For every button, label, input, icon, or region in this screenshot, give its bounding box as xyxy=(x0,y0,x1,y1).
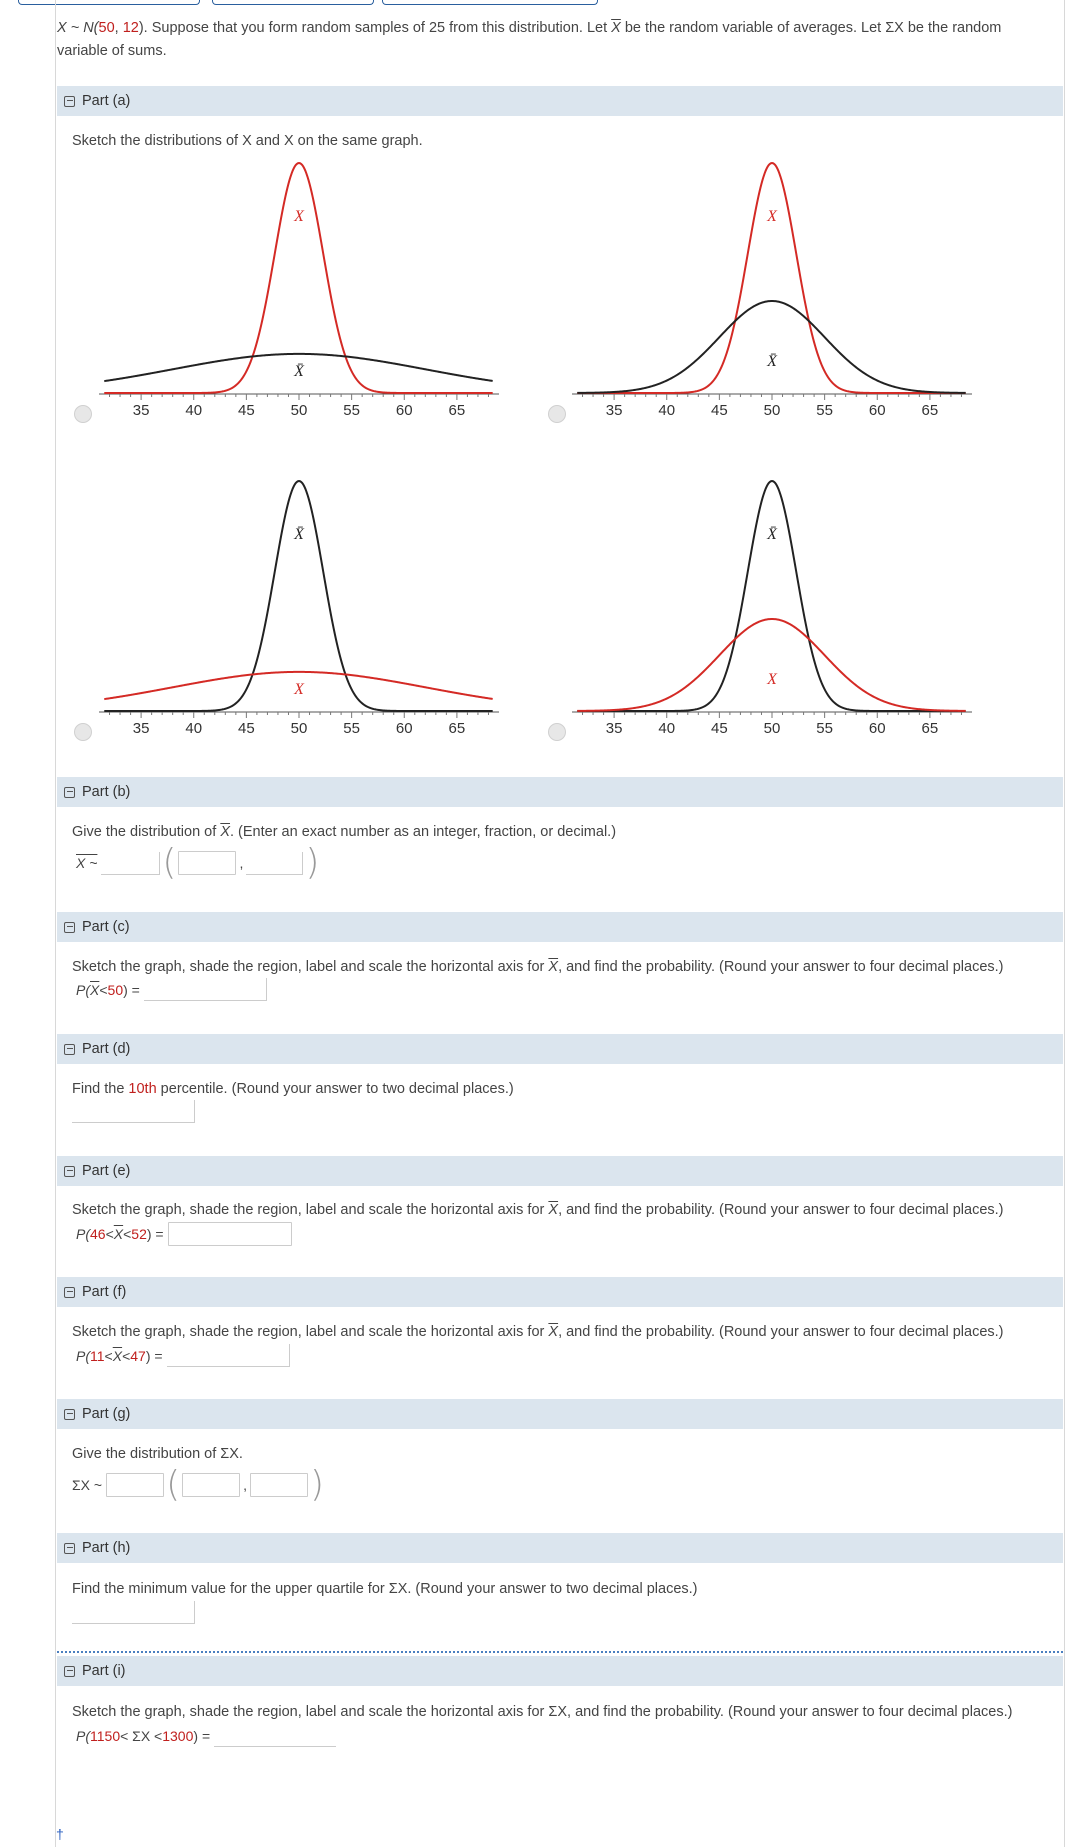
tick-label: 55 xyxy=(343,402,360,419)
tick-label: 60 xyxy=(395,720,413,737)
collapse-icon[interactable] xyxy=(64,922,75,933)
part-g-answer: ΣX ~ ( , ) xyxy=(72,1464,325,1505)
series-label: X̄ xyxy=(767,353,777,370)
part-c-label: Part (c) xyxy=(82,919,130,935)
part-h-header[interactable] xyxy=(57,1533,1063,1563)
choice-graph-2[interactable] xyxy=(568,160,978,430)
part-i-question: Sketch the graph, shade the region, label and scale the horizontal axis for ΣX, and find the probability. (Round your answer to four decimal places.) xyxy=(72,1704,1013,1720)
part-a-header[interactable] xyxy=(57,86,1063,116)
part-b-question: Give the distribution of $\overline{X}$. (Enter an exact number as an integer, fraction, or decimal.) xyxy=(72,824,617,840)
tick-label: 40 xyxy=(185,720,203,737)
part-i-label: Part (i) xyxy=(82,1663,126,1679)
dotted-separator xyxy=(57,1651,1063,1653)
series-label: X xyxy=(767,671,777,688)
part-a-question: Sketch the distributions of X and X on the same graph. xyxy=(72,133,423,149)
collapse-icon[interactable] xyxy=(64,1044,75,1055)
collapse-icon[interactable] xyxy=(64,1409,75,1420)
part-c-header[interactable] xyxy=(57,912,1063,942)
curve-x xyxy=(577,619,965,711)
tick-label: 45 xyxy=(238,720,255,737)
series-label: X̄ xyxy=(767,526,777,543)
part-h-label: Part (h) xyxy=(82,1540,131,1556)
part-e-header[interactable] xyxy=(57,1156,1063,1186)
tick-label: 35 xyxy=(605,402,623,419)
tick-label: 35 xyxy=(605,720,623,737)
part-f-input[interactable] xyxy=(167,1344,290,1367)
collapse-icon[interactable] xyxy=(64,1287,75,1298)
footer-dagger[interactable]: † xyxy=(56,1826,64,1842)
part-i-answer: P( 1150 < ΣX < 1300 ) = xyxy=(76,1724,336,1747)
tick-label: 65 xyxy=(448,402,466,419)
choice-graph-3[interactable] xyxy=(95,478,505,748)
part-i-header[interactable] xyxy=(57,1656,1063,1686)
part-f-label: Part (f) xyxy=(82,1284,127,1300)
stddev-input[interactable] xyxy=(246,852,303,875)
radio-option-3[interactable] xyxy=(74,723,92,741)
tick-label: 50 xyxy=(763,402,781,419)
mean-input[interactable] xyxy=(178,851,236,875)
tick-label: 50 xyxy=(290,402,308,419)
choice-graph-4[interactable] xyxy=(568,478,978,748)
sum-stddev-input[interactable] xyxy=(250,1473,308,1497)
tick-label: 50 xyxy=(763,720,781,737)
collapse-icon[interactable] xyxy=(64,1666,75,1677)
tick-label: 40 xyxy=(185,402,203,419)
tick-label: 45 xyxy=(238,402,255,419)
tick-label: 55 xyxy=(816,720,833,737)
part-g-label: Part (g) xyxy=(82,1406,131,1422)
curve-xbar xyxy=(104,481,492,711)
tick-label: 55 xyxy=(343,720,360,737)
tick-label: 65 xyxy=(921,720,939,737)
part-f-question: Sketch the graph, shade the region, label and scale the horizontal axis for $\overline{X}$, and find the probability. (Round your answer to four decimal places.) xyxy=(72,1324,1004,1340)
curve-xbar xyxy=(577,301,965,393)
part-e-answer: P( 46 < $\overline{X}$ < 52 ) = xyxy=(76,1222,292,1246)
tick-label: 60 xyxy=(868,720,886,737)
part-f-header[interactable] xyxy=(57,1277,1063,1307)
choice-graph-1[interactable] xyxy=(95,160,505,430)
tick-label: 65 xyxy=(448,720,466,737)
sum-distribution-type-input[interactable] xyxy=(106,1473,164,1497)
tick-label: 35 xyxy=(132,402,150,419)
tick-label: 40 xyxy=(658,720,676,737)
tick-label: 50 xyxy=(290,720,308,737)
part-g-header[interactable] xyxy=(57,1399,1063,1429)
collapse-icon[interactable] xyxy=(64,1543,75,1554)
tick-label: 45 xyxy=(711,402,728,419)
part-b-header[interactable] xyxy=(57,777,1063,807)
part-c-input[interactable] xyxy=(144,978,267,1001)
part-b-answer: X ~ ( , ) xyxy=(76,842,320,883)
part-a-label: Part (a) xyxy=(82,93,131,109)
tick-label: 60 xyxy=(868,402,886,419)
radio-option-4[interactable] xyxy=(548,723,566,741)
radio-option-2[interactable] xyxy=(548,405,566,423)
series-label: X xyxy=(767,208,777,225)
part-d-answer xyxy=(72,1100,195,1123)
collapse-icon[interactable] xyxy=(64,1166,75,1177)
part-e-label: Part (e) xyxy=(82,1163,131,1179)
part-h-answer xyxy=(72,1601,195,1624)
tick-label: 55 xyxy=(816,402,833,419)
part-d-question: Find the 10th percentile. (Round your answer to two decimal places.) xyxy=(72,1081,514,1097)
part-c-answer: P( $\overline{X}$ < 50 ) = xyxy=(76,978,267,1001)
series-label: X xyxy=(294,680,304,698)
tick-label: 35 xyxy=(132,720,150,737)
sum-mean-input[interactable] xyxy=(182,1473,240,1497)
part-c-question: Sketch the graph, shade the region, label and scale the horizontal axis for $\overline{X}$, and find the probability. (Round your answer to four decimal places.) xyxy=(72,959,1004,975)
tick-label: 40 xyxy=(658,402,676,419)
part-d-label: Part (d) xyxy=(82,1041,131,1057)
part-f-answer: P( 11 < $\overline{X}$ < 47 ) = xyxy=(76,1344,290,1367)
part-h-input[interactable] xyxy=(72,1601,195,1624)
radio-option-1[interactable] xyxy=(74,405,92,423)
collapse-icon[interactable] xyxy=(64,96,75,107)
collapse-icon[interactable] xyxy=(64,787,75,798)
tick-label: 45 xyxy=(711,720,728,737)
part-g-question: Give the distribution of ΣX. xyxy=(72,1446,243,1462)
part-d-input[interactable] xyxy=(72,1100,195,1123)
curve-x xyxy=(104,163,492,393)
series-label: X̄ xyxy=(294,362,304,380)
part-i-input[interactable] xyxy=(214,1724,336,1747)
tick-label: 60 xyxy=(395,402,413,419)
part-d-header[interactable] xyxy=(57,1034,1063,1064)
part-e-question: Sketch the graph, shade the region, label and scale the horizontal axis for $\overline{X}$, and find the probability. (Round your answer to four decimal places.) xyxy=(72,1202,1004,1218)
part-h-question: Find the minimum value for the upper quartile for ΣX. (Round your answer to two decimal places.) xyxy=(72,1581,698,1597)
series-label: X̄ xyxy=(294,526,304,543)
problem-intro: X ~ N(50, 12). Suppose that you form random samples of 25 from this distribution. Let $\overline{X}$ be the random variable of averages. Let ΣX be the random variable of sums. xyxy=(57,20,1002,59)
part-b-label: Part (b) xyxy=(82,784,131,800)
series-label: X xyxy=(294,208,304,225)
part-e-input[interactable] xyxy=(168,1222,292,1246)
tick-label: 65 xyxy=(921,402,939,419)
distribution-type-input[interactable] xyxy=(101,852,160,875)
